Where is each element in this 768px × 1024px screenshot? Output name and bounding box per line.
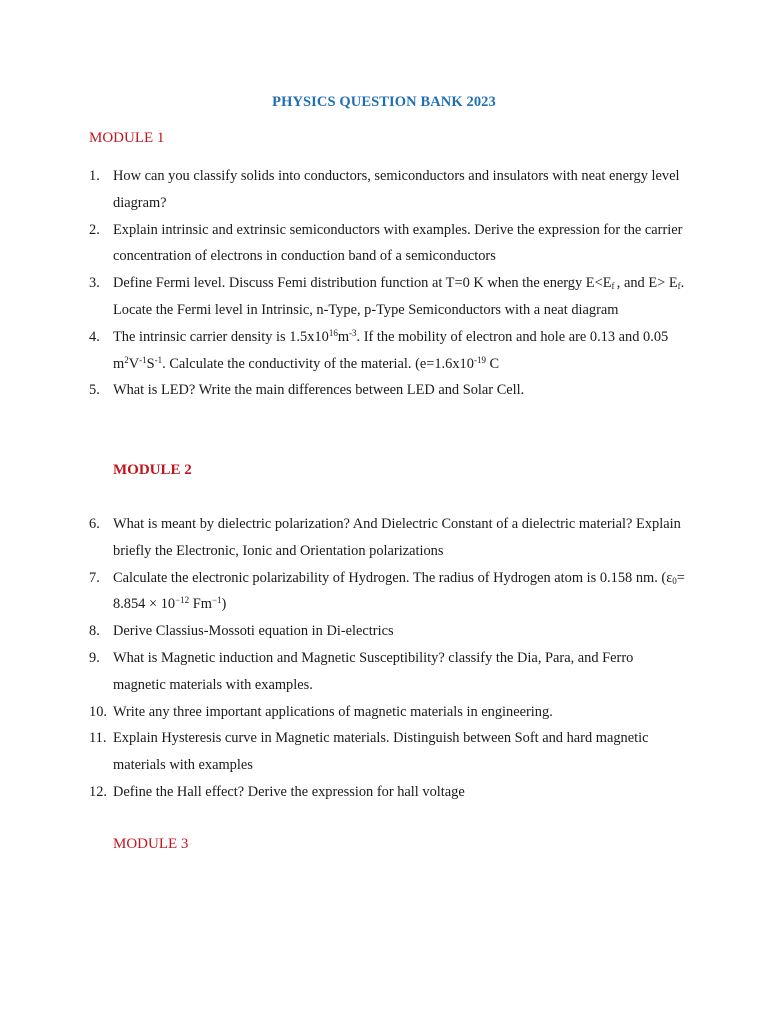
question-text: What is Magnetic induction and Magnetic Susceptibility? classify the Dia, Para, and Ferro magnetic materials with examples.	[113, 649, 634, 693]
question-text: What is LED? Write the main differences between LED and Solar Cell.	[113, 382, 525, 399]
question-text: Calculate the electronic polarizability of Hydrogen. The radius of Hydrogen atom is 0.158 nm. (ε	[113, 569, 673, 586]
question-item	[89, 511, 689, 565]
question-text: . If the mobility of electron and hole are 0.13 and 0.05 m	[113, 328, 669, 372]
superscript: -1	[154, 354, 163, 365]
question-text: Define Fermi level. Discuss Femi distribution function at T=0 K when the energy E<E	[113, 275, 612, 292]
question-text: C	[485, 355, 500, 372]
question-number: 9.	[89, 649, 100, 666]
question-item	[89, 645, 689, 699]
module-1-heading: MODULE 1	[89, 130, 165, 146]
question-number: 11.	[89, 730, 107, 747]
question-text: Explain intrinsic and extrinsic semiconductors with examples. Derive the expression for the carrier concentration of electrons in conduction band of a semiconductors	[113, 221, 683, 265]
question-text: The intrinsic carrier density is 1.5x10	[113, 328, 329, 345]
question-item	[89, 779, 689, 806]
question-text: m	[337, 328, 350, 345]
subscript: 0	[672, 575, 677, 586]
question-number: 7.	[89, 569, 100, 586]
question-text: What is meant by dielectric polarization? And Dielectric Constant of a dielectric material? Explain briefly the Electronic, Ionic and Orientation polarizations	[113, 516, 681, 559]
question-number: 1.	[89, 168, 100, 184]
question-number: 3.	[89, 275, 100, 292]
superscript: −12	[175, 595, 190, 606]
question-item	[89, 618, 689, 645]
superscript: -3	[349, 327, 357, 338]
superscript: 2	[124, 354, 129, 365]
question-item	[89, 324, 689, 378]
subscript: f	[677, 281, 681, 292]
question-text: S	[146, 355, 155, 372]
question-text: Fm	[189, 596, 212, 613]
question-number: 2.	[89, 221, 100, 238]
question-number: 5.	[89, 382, 100, 399]
question-item	[89, 565, 689, 619]
question-text: Define the Hall effect? Derive the expression for hall voltage	[113, 783, 465, 800]
module-2-question-list	[89, 511, 689, 806]
question-text: . Locate the Fermi level in Intrinsic, n-Type, p-Type Semiconductors with a neat diagram	[113, 275, 685, 318]
question-number: 8.	[89, 623, 100, 640]
question-text: . Calculate the conductivity of the material. (e=1.6x10	[162, 355, 474, 372]
question-text: V	[128, 355, 140, 372]
question-number: 6.	[89, 516, 100, 532]
question-number: 12.	[89, 783, 107, 800]
question-number: 10.	[89, 703, 107, 720]
question-text: How can you classify solids into conductors, semiconductors and insulators with neat energy level diagram?	[113, 168, 680, 211]
question-item	[89, 270, 689, 324]
superscript: 16	[328, 327, 338, 338]
question-text: Derive Classius-Mossoti equation in Di-electrics	[113, 623, 394, 640]
question-text: Explain Hysteresis curve in Magnetic materials. Distinguish between Soft and hard magnetic materials with examples	[113, 730, 649, 774]
question-item	[89, 217, 689, 271]
question-text: Write any three important applications of magnetic materials in engineering.	[113, 703, 553, 720]
question-text: )	[221, 596, 227, 613]
question-item	[89, 699, 689, 726]
superscript: -19	[473, 354, 486, 365]
module-2-heading: MODULE 2	[113, 462, 192, 478]
question-number: 4.	[89, 328, 100, 345]
question-text: = 8.854 × 10	[113, 569, 685, 613]
module-3-heading: MODULE 3	[113, 836, 189, 852]
question-text: , and E> E	[616, 275, 678, 292]
module-1-question-list	[89, 163, 689, 404]
superscript: −1	[211, 595, 222, 606]
question-item	[89, 163, 689, 217]
question-item	[89, 377, 689, 404]
page-title: PHYSICS QUESTION BANK 2023	[272, 94, 496, 110]
question-item	[89, 725, 689, 779]
subscript: f	[611, 281, 617, 292]
superscript: -1	[139, 354, 147, 365]
